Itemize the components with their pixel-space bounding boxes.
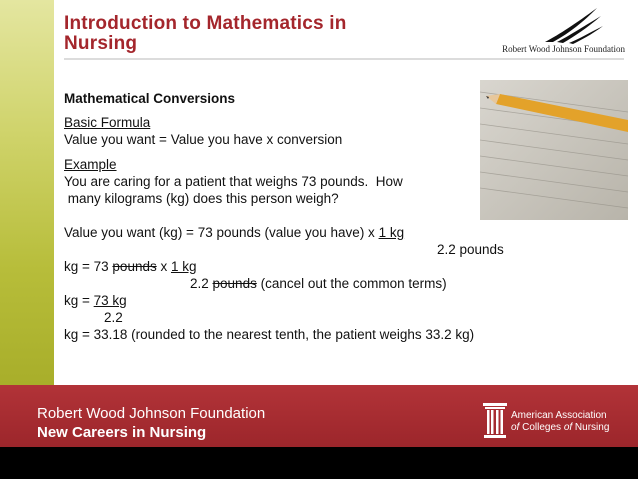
calc-line-1-unit: 1 kg <box>378 225 405 240</box>
aacn-of-1: of <box>511 422 520 433</box>
left-accent-bar <box>0 0 54 385</box>
basic-formula-text: Value you want = Value you have x conversion <box>64 132 343 147</box>
calc-line-2-strike: pounds <box>112 259 157 274</box>
bottom-black-band <box>0 447 638 479</box>
example-label-text: Example <box>64 157 117 172</box>
aacn-nursing: Nursing <box>572 422 610 433</box>
calc-line-5-denominator: 2.2 <box>104 310 123 325</box>
column-icon <box>482 401 508 441</box>
calc-line-4 <box>64 292 127 309</box>
example-line-1: You are caring for a patient that weighs 73 pounds. How <box>64 174 403 189</box>
example-label <box>64 156 117 173</box>
calc-line-3-strike: pounds <box>212 276 257 291</box>
aacn-logo-text <box>511 410 609 434</box>
calc-result: kg = 33.18 (rounded to the nearest tenth, the patient weighs 33.2 kg) <box>64 327 475 342</box>
calc-line-3-prefix: 2.2 <box>190 276 213 291</box>
calc-line-2 <box>64 258 197 275</box>
calc-line-1-prefix: Value you want (kg) = 73 pounds (value you have) x <box>64 225 379 240</box>
calc-line-3 <box>190 275 447 292</box>
section-heading: Mathematical Conversions <box>64 91 236 106</box>
calc-line-2-prefix: kg = 73 <box>64 259 113 274</box>
aacn-line-1: American Association <box>511 410 607 421</box>
calc-line-2-mid: x <box>156 259 171 274</box>
slide-title <box>64 14 404 54</box>
basic-formula-label-text: Basic Formula <box>64 115 151 130</box>
calc-line-2-unit: 1 kg <box>170 259 197 274</box>
rwjf-logo <box>475 6 625 56</box>
pencil-paper-photo <box>480 80 628 220</box>
basic-formula-label <box>64 114 150 131</box>
slide-title-line1: Introduction to Mathematics in <box>64 13 347 34</box>
aacn-of-2: of <box>563 422 573 433</box>
aacn-line-2 <box>511 422 609 434</box>
title-divider <box>64 58 624 60</box>
calc-line-3-suffix: (cancel out the common terms) <box>256 276 447 291</box>
slide-title-line2: Nursing <box>64 33 138 54</box>
footer-org-name: Robert Wood Johnson Foundation <box>37 405 266 422</box>
aacn-colleges: Colleges <box>519 422 564 433</box>
bird-logo-icon <box>535 6 605 46</box>
footer-program-name: New Careers in Nursing <box>37 424 207 441</box>
calc-line-4-prefix: kg = <box>64 293 94 308</box>
example-line-2: many kilograms (kg) does this person weigh? <box>64 191 339 206</box>
rwjf-logo-text: Robert Wood Johnson Foundation <box>502 44 625 54</box>
calc-line-4-fraction: 73 kg <box>93 293 127 308</box>
calc-line-1-denominator: 2.2 pounds <box>437 242 504 257</box>
calc-line-1 <box>64 224 404 241</box>
